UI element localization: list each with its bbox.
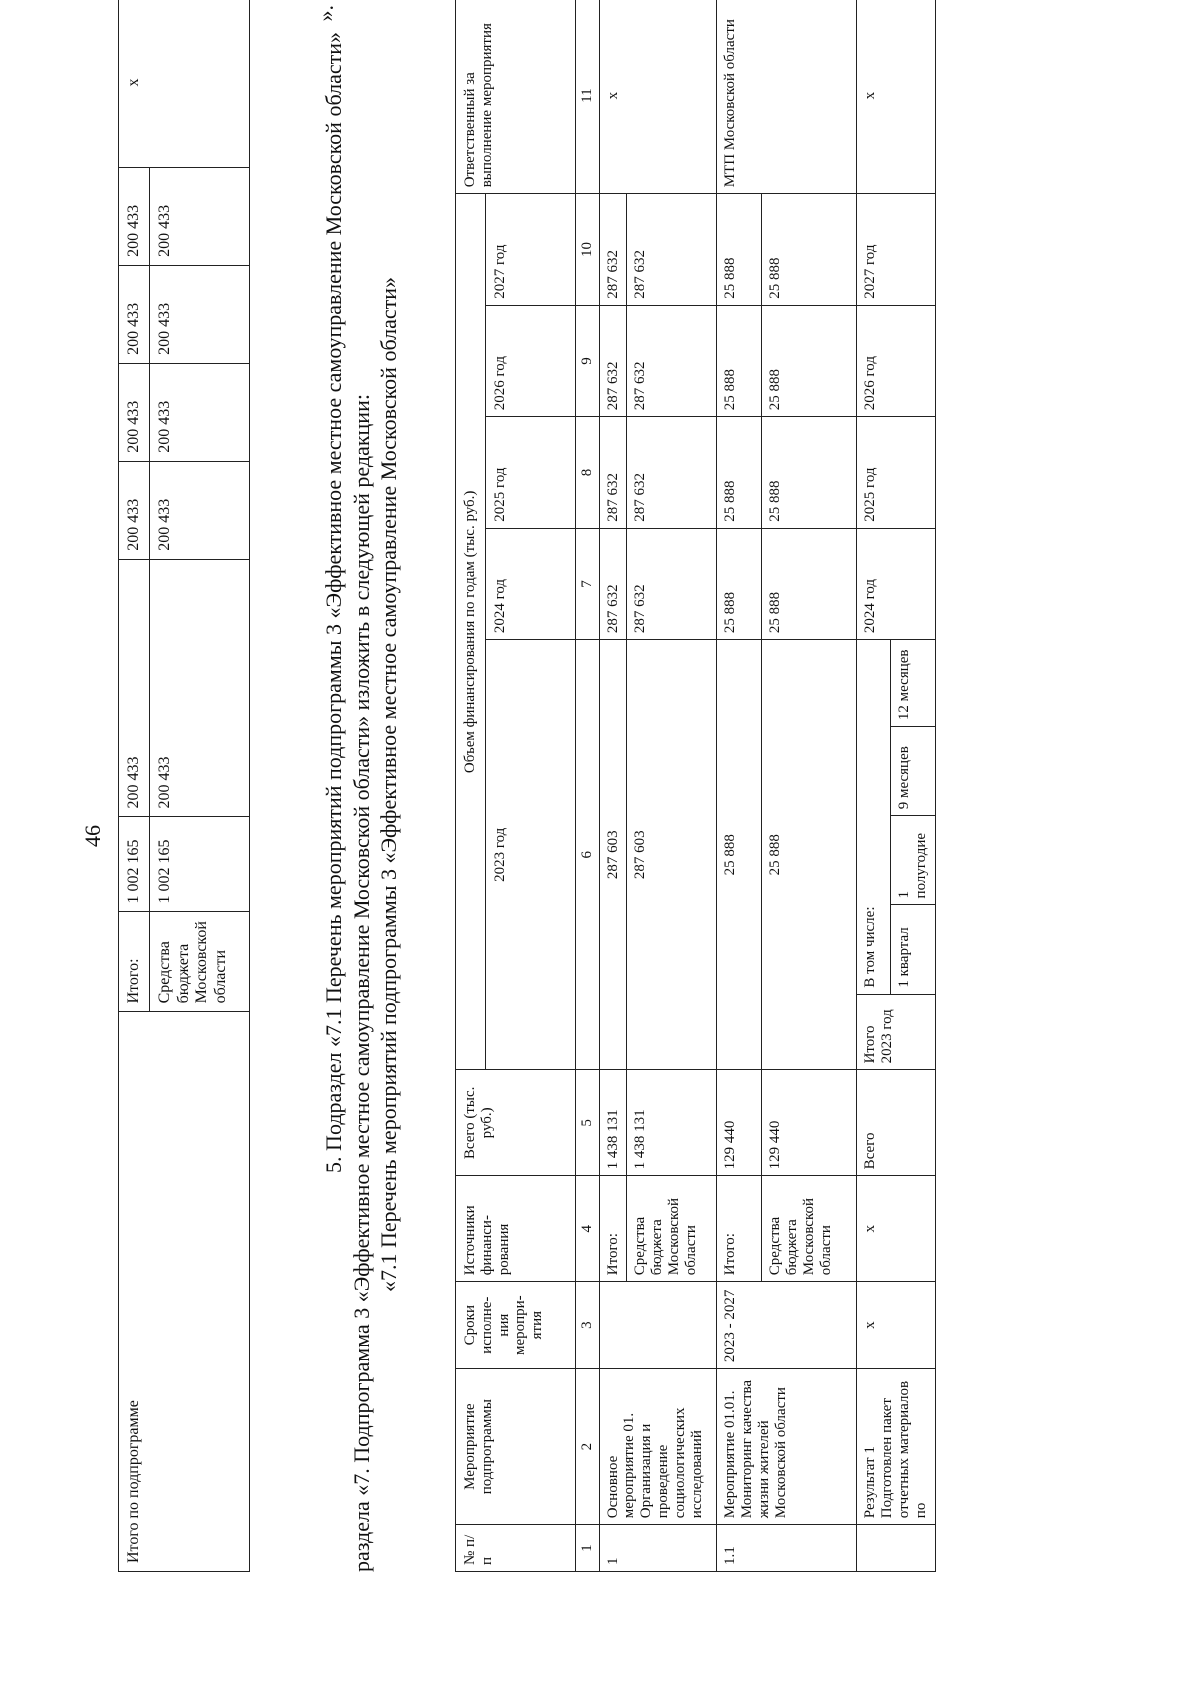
y2026-cell: 287 632 [627, 305, 717, 416]
paragraph-line-2: раздела «7. Подпрограмма 3 «Эффективное местное самоуправление Московской области» изложить в следующей редакции: [348, 394, 374, 1572]
result-itogo: Итого 2023 год [857, 994, 935, 1070]
result-resp: х [857, 0, 935, 194]
col-number: 7 [575, 528, 599, 639]
table-header-row [456, 0, 486, 1572]
y2025-cell: 287 632 [599, 417, 627, 528]
event-num: 1 [599, 1525, 717, 1572]
table-row [119, 0, 150, 1572]
y2023-cell: 287 603 [599, 640, 627, 1070]
y2027-cell: 287 632 [627, 194, 717, 305]
y2024-cell: 287 632 [599, 528, 627, 639]
col-number: 8 [575, 417, 599, 528]
event-name: Основное мероприятие 01. Организация и проведение социологических исследований [599, 1369, 717, 1525]
result-num [857, 1525, 935, 1572]
page-number: 46 [80, 825, 105, 847]
total-cell: 129 440 [717, 1070, 762, 1176]
y2026-cell: 287 632 [599, 305, 627, 416]
result-incl: В том числе: [857, 640, 891, 994]
header-y2025: 2025 год [485, 417, 575, 528]
table-row [857, 0, 891, 1572]
resp-cell: х [119, 0, 250, 167]
y2027-cell: 25 888 [717, 194, 762, 305]
events-table [455, 0, 936, 1572]
result-m12: 12 месяцев [890, 640, 935, 727]
y2025-cell: 200 433 [119, 363, 150, 461]
col-number: 5 [575, 1070, 599, 1176]
result-y2024: 2024 год [857, 528, 935, 639]
event-name: Мероприятие 01.01. Мониторинг качества жизни жителей Московской области [717, 1369, 857, 1525]
source-cell: Итого: [599, 1176, 627, 1282]
col-number: 6 [575, 640, 599, 1070]
source-cell: Средства бюджета Московской области [150, 912, 250, 1012]
y2024-cell: 25 888 [717, 528, 762, 639]
header-y2023: 2023 год [485, 640, 575, 1070]
result-y2027: 2027 год [857, 194, 935, 305]
col-number: 11 [575, 0, 599, 194]
source-cell: Итого: [717, 1176, 762, 1282]
y2027-cell: 200 433 [119, 167, 150, 265]
result-y2026: 2026 год [857, 305, 935, 416]
result-q1: 1 квартал [890, 905, 935, 994]
paragraph-line-1: 5. Подраздел «7.1 Перечень мероприятий подпрограммы 3 «Эффективное местное самоуправление Московской области» [321, 32, 346, 1173]
header-num: № п/п [456, 1525, 576, 1572]
y2025-cell: 200 433 [150, 363, 250, 461]
col-number: 10 [575, 194, 599, 305]
header-y2024: 2024 год [485, 528, 575, 639]
header-terms: Сроки исполне-ния меропри-ятия [456, 1282, 576, 1369]
resp-cell: х [599, 0, 717, 194]
header-sources: Источники финанси-рования [456, 1176, 576, 1282]
y2027-cell: 287 632 [599, 194, 627, 305]
table-row [599, 0, 627, 1572]
col-number: 3 [575, 1282, 599, 1369]
result-total: Всего [857, 1070, 935, 1176]
header-y2027: 2027 год [485, 194, 575, 305]
y2023-cell: 25 888 [717, 640, 762, 1070]
result-source: х [857, 1176, 935, 1282]
closing-quote: ». [313, 5, 338, 22]
y2023-cell: 200 433 [150, 559, 250, 817]
result-m9: 9 месяцев [890, 727, 935, 816]
y2024-cell: 200 433 [119, 461, 150, 559]
event-terms: 2023 - 2027 [717, 1282, 857, 1369]
result-y2025: 2025 год [857, 417, 935, 528]
amendment-paragraph [313, 0, 403, 1572]
y2023-cell: 25 888 [762, 640, 857, 1070]
paragraph-line-3: «7.1 Перечень мероприятий подпрограммы 3 «Эффективное местное самоуправление Московской области» [376, 277, 401, 1292]
header-resp: Ответственный за выполнение мероприятия [456, 0, 576, 194]
event-terms [599, 1282, 717, 1369]
y2027-cell: 25 888 [762, 194, 857, 305]
header-y2026: 2026 год [485, 305, 575, 416]
header-total: Всего (тыс. руб.) [456, 1070, 576, 1176]
y2024-cell: 287 632 [627, 528, 717, 639]
y2024-cell: 25 888 [762, 528, 857, 639]
col-number: 4 [575, 1176, 599, 1282]
column-number-row [575, 0, 599, 1572]
y2026-cell: 200 433 [119, 265, 150, 363]
y2023-cell: 200 433 [119, 559, 150, 817]
total-cell: 1 002 165 [119, 817, 150, 912]
y2027-cell: 200 433 [150, 167, 250, 265]
y2025-cell: 25 888 [762, 417, 857, 528]
result-name: Результат 1 Подготовлен пакет отчетных материалов по [857, 1369, 935, 1525]
source-cell: Средства бюджета Московской области [627, 1176, 717, 1282]
table-row [717, 0, 762, 1572]
total-label: Итого по подпрограмме [119, 1012, 250, 1572]
y2026-cell: 200 433 [150, 265, 250, 363]
result-terms: х [857, 1282, 935, 1369]
event-num: 1.1 [717, 1525, 857, 1572]
resp-cell: МТП Московской области [717, 0, 857, 194]
total-cell: 129 440 [762, 1070, 857, 1176]
subprogram-total-table [118, 0, 250, 1572]
y2025-cell: 25 888 [717, 417, 762, 528]
col-number: 2 [575, 1369, 599, 1525]
y2026-cell: 25 888 [717, 305, 762, 416]
result-h1: 1 полугодие [890, 816, 935, 905]
source-cell: Средства бюджета Московской области [762, 1176, 857, 1282]
header-event: Мероприятие подпрограммы [456, 1369, 576, 1525]
source-cell: Итого: [119, 912, 150, 1012]
total-cell: 1 438 131 [627, 1070, 717, 1176]
col-number: 1 [575, 1525, 599, 1572]
total-cell: 1 438 131 [599, 1070, 627, 1176]
y2025-cell: 287 632 [627, 417, 717, 528]
y2024-cell: 200 433 [150, 461, 250, 559]
total-cell: 1 002 165 [150, 817, 250, 912]
col-number: 9 [575, 305, 599, 416]
header-volume: Объем финансирования по годам (тыс. руб.) [456, 194, 486, 1070]
y2023-cell: 287 603 [627, 640, 717, 1070]
y2026-cell: 25 888 [762, 305, 857, 416]
